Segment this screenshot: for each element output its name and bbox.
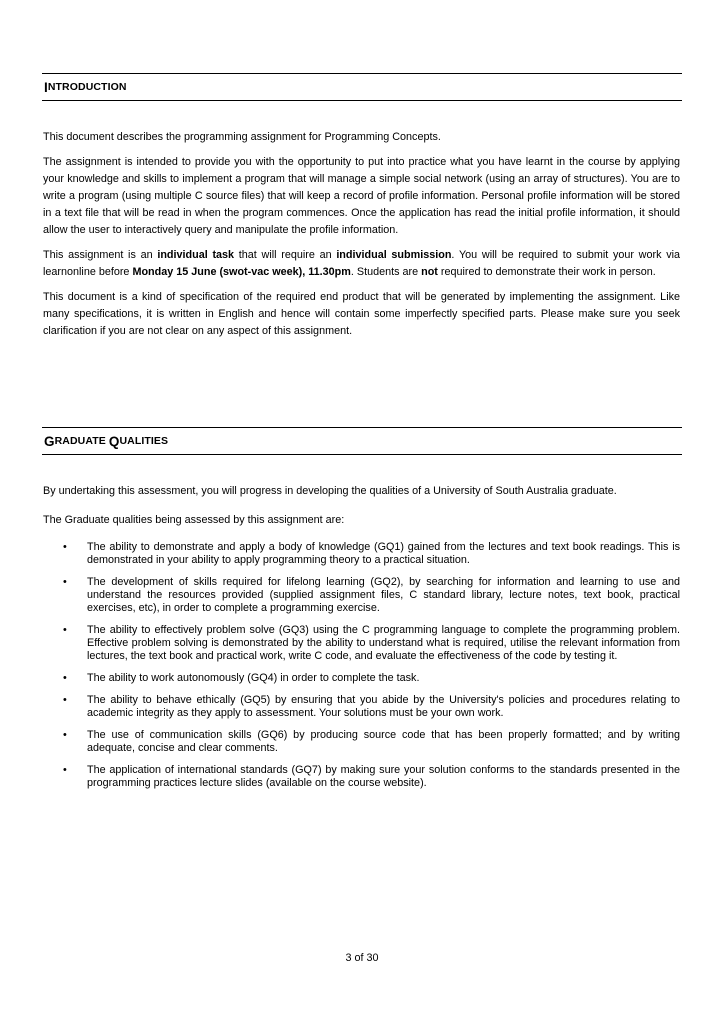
bullet-icon: •	[63, 624, 67, 636]
list-item-text: The ability to effectively problem solve (GQ3) using the C programming language to complete the programming problem. Effective problem solving is demonstrated by the ability to understand what is required, utilise the relevant information from lectures, the text book and practical work, write C code, and evaluate the effectiveness of the code by testing it.	[87, 624, 680, 662]
intro-p3-bold-individual-submission: individual submission	[336, 249, 452, 261]
intro-p3-bold-deadline: Monday 15 June (swot-vac week), 11.30pm	[132, 266, 351, 278]
graduate-qualities-list	[43, 541, 680, 799]
intro-p3-bold-not: not	[421, 266, 438, 278]
bullet-icon: •	[63, 576, 67, 588]
graduate-heading-initial-q: Q	[108, 433, 120, 449]
list-item	[43, 729, 680, 755]
list-item-text: The ability to work autonomously (GQ4) in order to complete the task.	[87, 672, 420, 684]
list-item	[43, 672, 680, 685]
introduction-heading	[42, 73, 682, 101]
intro-p3-text-g: . Students are	[350, 266, 422, 278]
list-item-text: The ability to demonstrate and apply a body of knowledge (GQ1) gained from the lectures and text book readings. This is demonstrated in your ability to apply programming theory to a practical situation.	[87, 541, 680, 566]
introduction-heading-rest: NTRODUCTION	[47, 81, 127, 93]
list-item	[43, 576, 680, 615]
list-item-text: The development of skills required for lifelong learning (GQ2), by searching for information and learning to use and understand the resources provided (supplied assignment files, C standard library, lecture notes, text book, practical exercises, etc), in order to complete a programming exercise.	[87, 576, 680, 614]
list-item	[43, 541, 680, 567]
list-item-text: The application of international standards (GQ7) by making sure your solution conforms to the standards presented in the programming practices lecture slides (available on the course website).	[87, 764, 680, 789]
graduate-paragraph-2: The Graduate qualities being assessed by this assignment are:	[43, 514, 345, 526]
list-item	[43, 764, 680, 790]
intro-paragraph-1: This document describes the programming assignment for Programming Concepts.	[43, 131, 441, 143]
introduction-heading-initial: I	[44, 79, 48, 95]
graduate-heading-initial-g: G	[44, 433, 55, 449]
intro-p3-text-c: that will require an	[234, 249, 337, 261]
graduate-heading-rest-2: UALITIES	[119, 435, 169, 447]
intro-p3-text-i: required to demonstrate their work in person.	[437, 266, 656, 278]
introduction-body	[43, 129, 680, 348]
page-number: 3 of 30	[345, 952, 379, 964]
list-item-text: The use of communication skills (GQ6) by producing source code that has been properly formatted; and by writing adequate, concise and clear comments.	[87, 729, 680, 754]
intro-paragraph-3	[43, 247, 680, 281]
bullet-icon: •	[63, 541, 67, 553]
bullet-icon: •	[63, 672, 67, 684]
graduate-heading-rest-1: RADUATE	[54, 435, 109, 447]
intro-paragraph-2: The assignment is intended to provide you with the opportunity to put into practice what you have learnt in the course by applying your knowledge and skills to implement a program that will manage a simple social network (using an array of structures). You are to write a program (using multiple C source files) that will keep a record of profile information. Personal profile information will be stored in a text file that will be read in when the program commences. Once the application has read the initial profile information, it should allow the user to interactively query and manipulate the profile information.	[43, 156, 680, 236]
list-item	[43, 624, 680, 663]
intro-p3-bold-individual-task: individual task	[157, 249, 235, 261]
graduate-paragraph-1: By undertaking this assessment, you will progress in developing the qualities of a University of South Australia graduate.	[43, 485, 617, 497]
list-item	[43, 694, 680, 720]
graduate-qualities-body	[43, 483, 680, 537]
bullet-icon: •	[63, 694, 67, 706]
intro-paragraph-4: This document is a kind of specification of the required end product that will be generated by implementing the assignment. Like many specifications, it is written in English and hence will contain some imperfectly specified parts. Please make sure you seek clarification if you are not clear on any aspect of this assignment.	[43, 291, 680, 337]
intro-p3-text-e: . You will be required to submit your work via learnonline before	[43, 249, 680, 278]
bullet-icon: •	[63, 729, 67, 741]
intro-p3-text-a: This assignment is an	[43, 249, 158, 261]
list-item-text: The ability to behave ethically (GQ5) by ensuring that you abide by the University's policies and procedures relating to academic integrity as they apply to assessment. Your solutions must be your own work.	[87, 694, 680, 719]
bullet-icon: •	[63, 764, 67, 776]
graduate-qualities-heading	[42, 427, 682, 455]
